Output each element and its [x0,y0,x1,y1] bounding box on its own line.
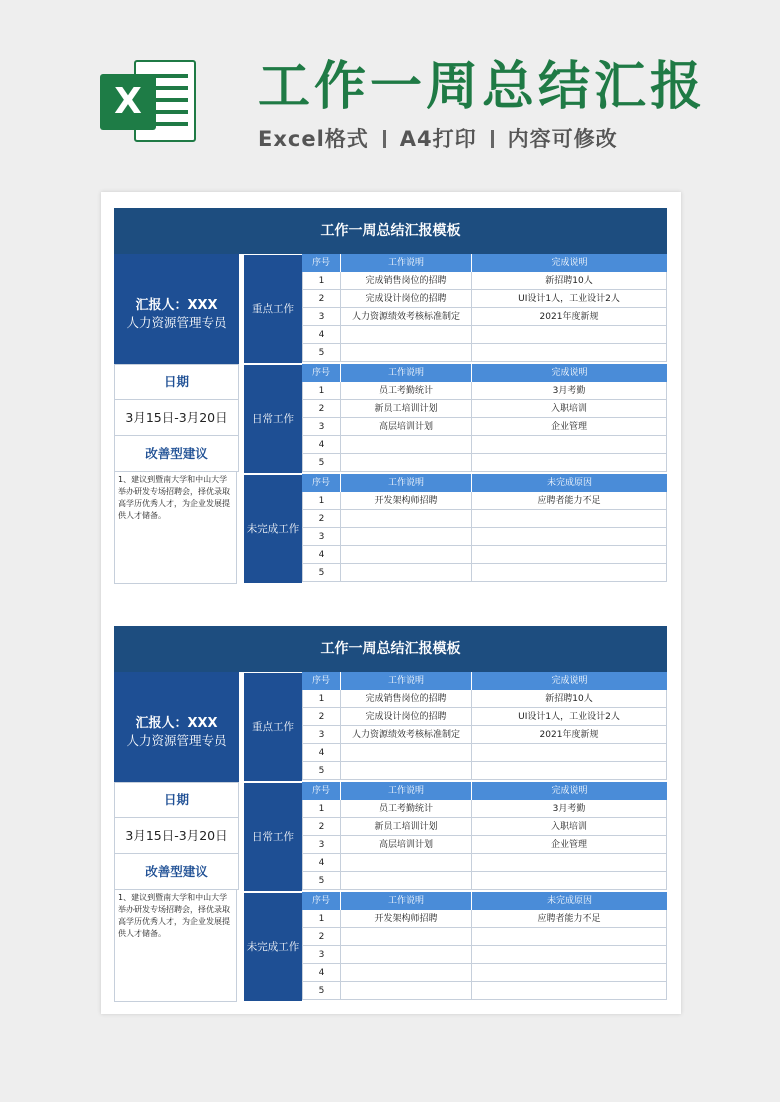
table-cell[interactable] [472,528,667,546]
table-cell[interactable]: 入职培训 [472,818,667,836]
separator [383,130,386,148]
table-header-row [302,474,667,492]
column-header: 未完成原因 [546,896,592,906]
table-cell[interactable]: 3月考勤 [472,382,667,400]
table-cell[interactable] [472,454,667,472]
table-cell[interactable]: 完成设计岗位的招聘 [341,290,472,308]
table-row [302,690,667,708]
table-row [302,492,667,510]
table-header-row [302,672,667,690]
table-cell[interactable] [472,564,667,582]
category-label: 未完成工作 [244,893,302,1001]
table-row [302,872,667,890]
table-cell[interactable]: 完成销售岗位的招聘 [341,690,472,708]
table-row [302,436,667,454]
table-cell[interactable]: 2 [302,510,341,528]
table-row [302,418,667,436]
table-row [302,510,667,528]
table-cell[interactable]: 3月考勤 [472,800,667,818]
table-cell[interactable]: 新招聘10人 [472,690,667,708]
table-cell[interactable]: UI设计1人，工业设计2人 [472,708,667,726]
table-cell[interactable]: 5 [302,564,341,582]
table-cell[interactable] [472,510,667,528]
table-cell[interactable] [341,946,472,964]
page-title: 工作一周总结汇报 [258,57,707,117]
suggestion-label: 改善型建议 [114,853,239,890]
table-cell[interactable] [472,546,667,564]
table-cell[interactable] [472,854,667,872]
separator [491,130,494,148]
table-cell[interactable]: 新招聘10人 [472,272,667,290]
table-cell[interactable]: 4 [302,436,341,454]
category-label: 重点工作 [244,673,302,781]
table-cell[interactable]: 员工考勤统计 [341,800,472,818]
table-row [302,800,667,818]
work-section [302,672,667,782]
column-header: 工作说明 [341,364,472,382]
table-cell[interactable]: 人力资源绩效考核标准制定 [341,308,472,326]
table-cell[interactable]: 企业管理 [472,836,667,854]
table-cell[interactable]: UI设计1人，工业设计2人 [472,290,667,308]
table-row [302,564,667,582]
column-header: 序号 [302,892,341,910]
weekly-report-table [114,626,667,1004]
table-row [302,454,667,472]
table-cell[interactable]: 企业管理 [472,418,667,436]
excel-badge: X [100,74,156,130]
table-cell[interactable] [472,872,667,890]
table-cell[interactable] [341,872,472,890]
table-cell[interactable]: 完成设计岗位的招聘 [341,708,472,726]
table-cell[interactable] [341,510,472,528]
table-cell[interactable]: 1 [302,800,341,818]
table-cell[interactable]: 3 [302,836,341,854]
column-header: 序号 [302,672,341,690]
table-header-row [302,892,667,910]
table-cell[interactable] [341,928,472,946]
table-cell[interactable] [341,982,472,1000]
table-cell[interactable]: 3 [302,946,341,964]
subtitle-editable: 内容可修改 [507,127,618,151]
table-cell[interactable] [341,436,472,454]
table-row [302,546,667,564]
column-header: 完成说明 [551,786,588,796]
table-cell[interactable]: 2 [302,290,341,308]
excel-logo-icon [100,54,198,148]
table-cell[interactable] [341,564,472,582]
table-cell[interactable] [341,546,472,564]
table-cell[interactable] [341,762,472,780]
table-cell[interactable]: 开发架构师招聘 [341,492,472,510]
table-header-row [302,254,667,272]
table-cell[interactable] [472,964,667,982]
subtitle-format: Excel格式 [258,127,369,151]
reporter-cell[interactable] [114,672,239,782]
table-cell[interactable] [472,946,667,964]
table-cell[interactable]: 1 [302,690,341,708]
document-page [101,192,681,1014]
table-cell[interactable] [341,528,472,546]
table-cell[interactable] [341,964,472,982]
page-subtitle [258,122,618,156]
category-label: 重点工作 [244,255,302,363]
table-cell[interactable]: 2021年度新规 [472,726,667,744]
suggestion-text[interactable]: 1、建议到暨南大学和中山大学举办研发专场招聘会，择优录取高学历优秀人才，为企业发展提供人才储备。 [114,471,237,584]
table-header-row [302,364,667,382]
table-cell[interactable]: 3 [302,418,341,436]
table-cell[interactable]: 1 [302,492,341,510]
table-row [302,344,667,362]
table-row [302,836,667,854]
reporter-cell[interactable] [114,254,239,364]
table-row [302,726,667,744]
table-cell[interactable] [472,326,667,344]
column-header: 工作说明 [341,254,472,272]
work-section [302,892,667,1002]
table-cell[interactable] [341,744,472,762]
category-label: 日常工作 [244,365,302,473]
table-cell[interactable]: 高层培训计划 [341,836,472,854]
work-section [302,474,667,584]
table-cell[interactable]: 4 [302,854,341,872]
column-header: 序号 [302,782,341,800]
reporter-role: 人力资源管理专员 [126,733,227,748]
table-cell[interactable] [472,436,667,454]
table-cell[interactable]: 2 [302,818,341,836]
table-row [302,400,667,418]
table-cell[interactable]: 1 [302,910,341,928]
date-value[interactable]: 3月15日-3月20日 [114,399,239,436]
table-row [302,946,667,964]
column-header: 完成说明 [551,368,588,378]
table-cell[interactable]: 完成销售岗位的招聘 [341,272,472,290]
column-header: 序号 [302,474,341,492]
table-row [302,928,667,946]
table-row [302,326,667,344]
work-section [302,254,667,364]
column-header: 序号 [302,254,341,272]
table-row [302,982,667,1000]
report-title: 工作一周总结汇报模板 [114,626,667,672]
table-cell[interactable]: 1 [302,382,341,400]
table-row [302,308,667,326]
table-cell[interactable]: 新员工培训计划 [341,818,472,836]
table-cell[interactable]: 应聘者能力不足 [472,492,667,510]
column-header: 工作说明 [341,782,472,800]
table-row [302,382,667,400]
table-cell[interactable]: 4 [302,546,341,564]
table-cell[interactable]: 人力资源绩效考核标准制定 [341,726,472,744]
report-title: 工作一周总结汇报模板 [114,208,667,254]
table-row [302,854,667,872]
table-row [302,708,667,726]
column-header: 完成说明 [551,258,588,268]
column-header: 工作说明 [341,892,472,910]
category-label: 日常工作 [244,783,302,891]
table-cell[interactable]: 4 [302,326,341,344]
table-cell[interactable]: 4 [302,964,341,982]
column-header: 序号 [302,364,341,382]
table-cell[interactable]: 1 [302,272,341,290]
table-row [302,964,667,982]
table-cell[interactable] [341,326,472,344]
table-cell[interactable]: 员工考勤统计 [341,382,472,400]
table-row [302,744,667,762]
table-cell[interactable]: 2 [302,928,341,946]
table-row [302,272,667,290]
weekly-report-table [114,208,667,586]
column-header: 完成说明 [551,676,588,686]
column-header: 工作说明 [341,474,472,492]
table-row [302,818,667,836]
column-header: 未完成原因 [546,478,592,488]
table-cell[interactable]: 5 [302,762,341,780]
table-cell[interactable]: 3 [302,528,341,546]
suggestion-label: 改善型建议 [114,435,239,472]
reporter-name: 汇报人：XXX [135,298,218,313]
table-cell[interactable]: 3 [302,726,341,744]
table-cell[interactable]: 5 [302,344,341,362]
column-header: 工作说明 [341,672,472,690]
table-cell[interactable]: 2 [302,400,341,418]
table-cell[interactable] [341,454,472,472]
reporter-role: 人力资源管理专员 [126,315,227,330]
table-cell[interactable]: 5 [302,982,341,1000]
table-cell[interactable]: 新员工培训计划 [341,400,472,418]
table-cell[interactable] [472,982,667,1000]
table-cell[interactable] [341,344,472,362]
table-cell[interactable]: 4 [302,744,341,762]
table-cell[interactable] [341,854,472,872]
date-label: 日期 [114,782,239,818]
table-cell[interactable]: 3 [302,308,341,326]
subtitle-print: A4打印 [399,127,477,151]
table-row [302,762,667,780]
table-cell[interactable]: 应聘者能力不足 [472,910,667,928]
suggestion-text[interactable]: 1、建议到暨南大学和中山大学举办研发专场招聘会，择优录取高学历优秀人才，为企业发展提供人才储备。 [114,889,237,1002]
table-cell[interactable] [472,744,667,762]
page-header [0,0,780,180]
table-cell[interactable]: 5 [302,872,341,890]
table-header-row [302,782,667,800]
date-value[interactable]: 3月15日-3月20日 [114,817,239,854]
table-cell[interactable]: 5 [302,454,341,472]
table-cell[interactable]: 高层培训计划 [341,418,472,436]
work-section [302,782,667,892]
date-label: 日期 [114,364,239,400]
table-cell[interactable] [472,762,667,780]
reporter-name: 汇报人：XXX [135,716,218,731]
table-cell[interactable]: 2021年度新规 [472,308,667,326]
table-cell[interactable]: 入职培训 [472,400,667,418]
table-cell[interactable] [472,344,667,362]
category-label: 未完成工作 [244,475,302,583]
table-row [302,910,667,928]
table-row [302,528,667,546]
work-section [302,364,667,474]
table-row [302,290,667,308]
table-cell[interactable] [472,928,667,946]
table-cell[interactable]: 开发架构师招聘 [341,910,472,928]
table-cell[interactable]: 2 [302,708,341,726]
